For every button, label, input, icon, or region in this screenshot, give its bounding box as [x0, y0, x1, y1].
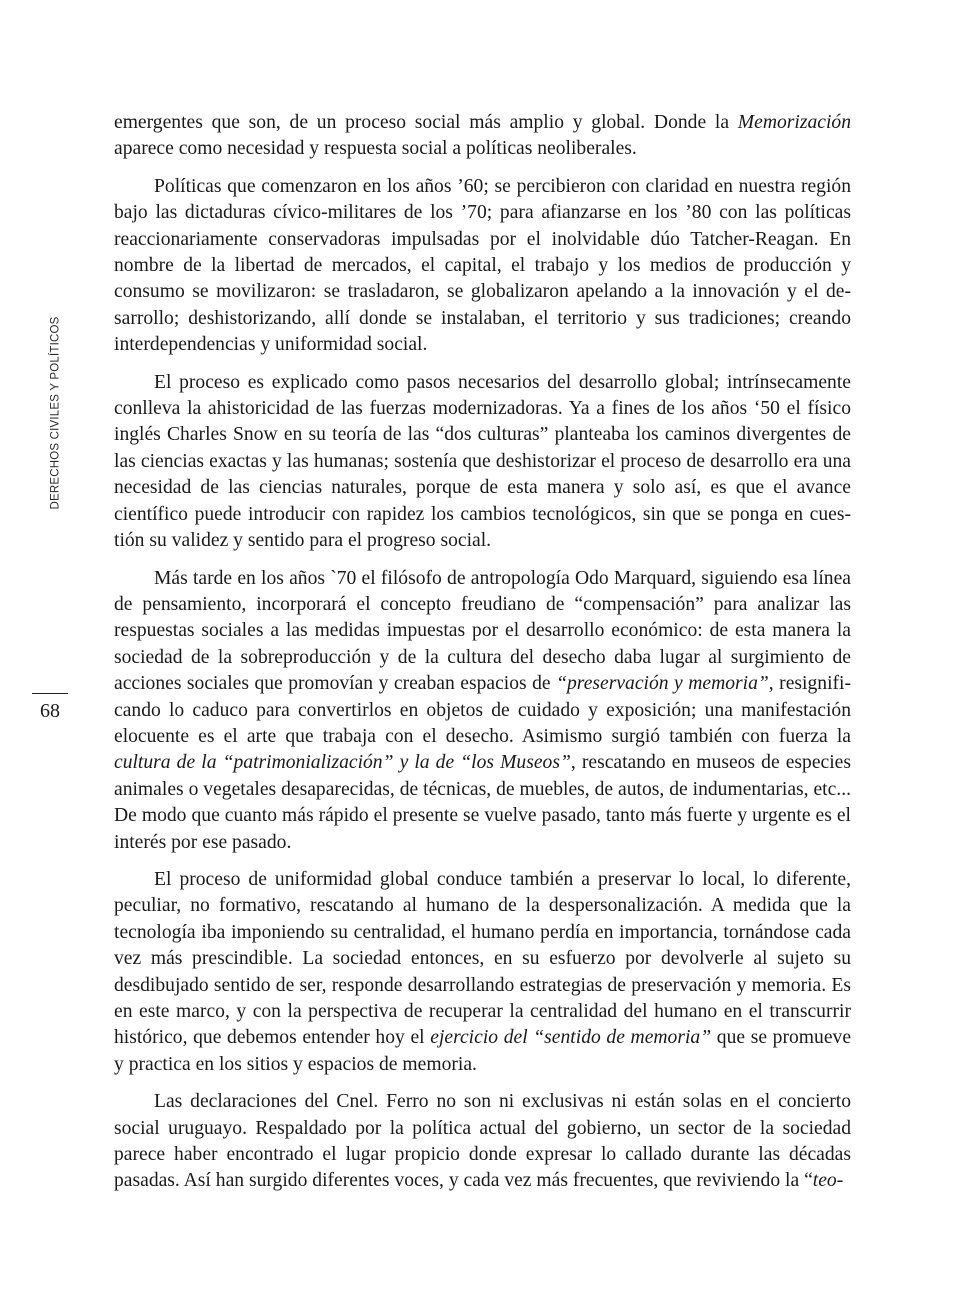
paragraph-3: El proceso es explicado como pasos necesarios del desarrollo global; intrínsecamente conlleva la ahistoricidad de las fuerzas modernizadoras. Ya a fines de los años ‘50 el físico inglés Charles Snow en su teoría de las “dos culturas” planteaba los caminos divergentes de las ciencias exactas y las humanas; sostenía que deshistorizar el proceso de desarrollo era una necesidad de las ciencias naturales, porque de esta manera y solo así, es que el avance científico puede introducir con rapidez los cambios tecnológicos, sin que se ponga en cuestión su validez y sentido para el progreso social. — [114, 371, 851, 552]
page-number-rule — [32, 693, 68, 694]
paragraph-5 — [114, 867, 851, 1078]
paragraph-2: Políticas que comenzaron en los años ’60; se percibieron con claridad en nuestra región bajo las dictaduras cívico-militares de los ’70; para afianzarse en los ’80 con las políticas reaccionariamente conservadoras impulsadas por el inolvidable dúo Tatcher-Reagan. En nombre de la libertad de mercados, el capital, el trabajo y los medios de producción y consumo se movilizaron: se trasladaron, se globalizaron apelando a la innovación y el desarrollo; deshistorizando, allí donde se instalaban, el territorio y sus tradiciones; creando interdependencias y uniformidad social. — [114, 175, 851, 356]
text-run: Más tarde en los años `70 el filósofo de antropología Odo Marquard, siguiendo esa línea de pensamiento, incorporará el concepto freudiano de “compensación” para analizar las respuestas sociales a las medidas impuestas por el desarrollo económico: de esta manera la sociedad de la sobreproducción y de la cultura del desecho daba lugar al surgimiento de acciones sociales que promovían y creaban espacios de — [114, 567, 851, 695]
text-run: , rescatando en museos de especies animales o vegetales desaparecidas, de técnicas, de muebles, de autos, de indumentarias, etc... De modo que cuanto más rápido el presente se vuelve pasado, tanto más fuerte y urgente es el interés por ese pasado. — [114, 752, 851, 853]
paragraph-1 — [114, 110, 851, 163]
italic-run: “preservación y memoria” — [556, 673, 769, 695]
text-run: Las declaraciones del Cnel. Ferro no son ni exclusivas ni están solas en el concierto social uruguayo. Respaldado por la política actual del gobierno, un sector de la sociedad parece haber encontrado el lugar propicio donde expresar lo callado durante las décadas pasadas. Así han surgido diferentes voces, y cada vez más frecuentes, que reviviendo la “ — [114, 1091, 851, 1192]
page-number: 68 — [40, 700, 60, 722]
paragraph-4 — [114, 566, 851, 856]
running-section-label — [47, 316, 65, 510]
body-text — [114, 110, 851, 1206]
italic-run: Memorización — [737, 112, 851, 133]
text-run: El proceso de uniformidad global conduce también a preservar lo local, lo diferente, peculiar, no formativo, rescatando al humano de la despersonalización. A medida que la tecnología iba imponiendo su centralidad, el humano perdía en importancia, tornándose cada vez más prescindible. La sociedad entonces, en su esfuerzo por devolverle al sujeto su desdibujado sentido de ser, responde desarrollando estrategias de preservación y memoria. Es en este marco, y con la perspectiva de recuperar la centralidad del humano en el transcurrir histórico, que debemos entender hoy el — [114, 868, 851, 1049]
section-label-text: DERECHOS CIVILES Y POLÍTICOS — [50, 316, 63, 510]
italic-run: ejercicio del “sentido de memoria” — [430, 1027, 712, 1049]
text-run: que se promueve y practica en los sitios y espacios de memoria. — [114, 1027, 852, 1075]
paragraph-6 — [114, 1089, 851, 1195]
text-run: , resignificando lo caduco para convertirlos en objetos de cuidado y exposición; una manifestación elocuente es el arte que trabaja con el desecho. Asimismo surgió también con fuerza la — [114, 673, 852, 747]
text-run: aparece como necesidad y respuesta social a políticas neoliberales. — [114, 138, 637, 160]
italic-run: cultura de la “patrimonialización” y la de “los Museos” — [114, 752, 571, 774]
text-run: emergentes que son, de un proceso social más amplio y global. Donde la — [114, 112, 738, 133]
italic-run: teo- — [812, 1170, 844, 1192]
